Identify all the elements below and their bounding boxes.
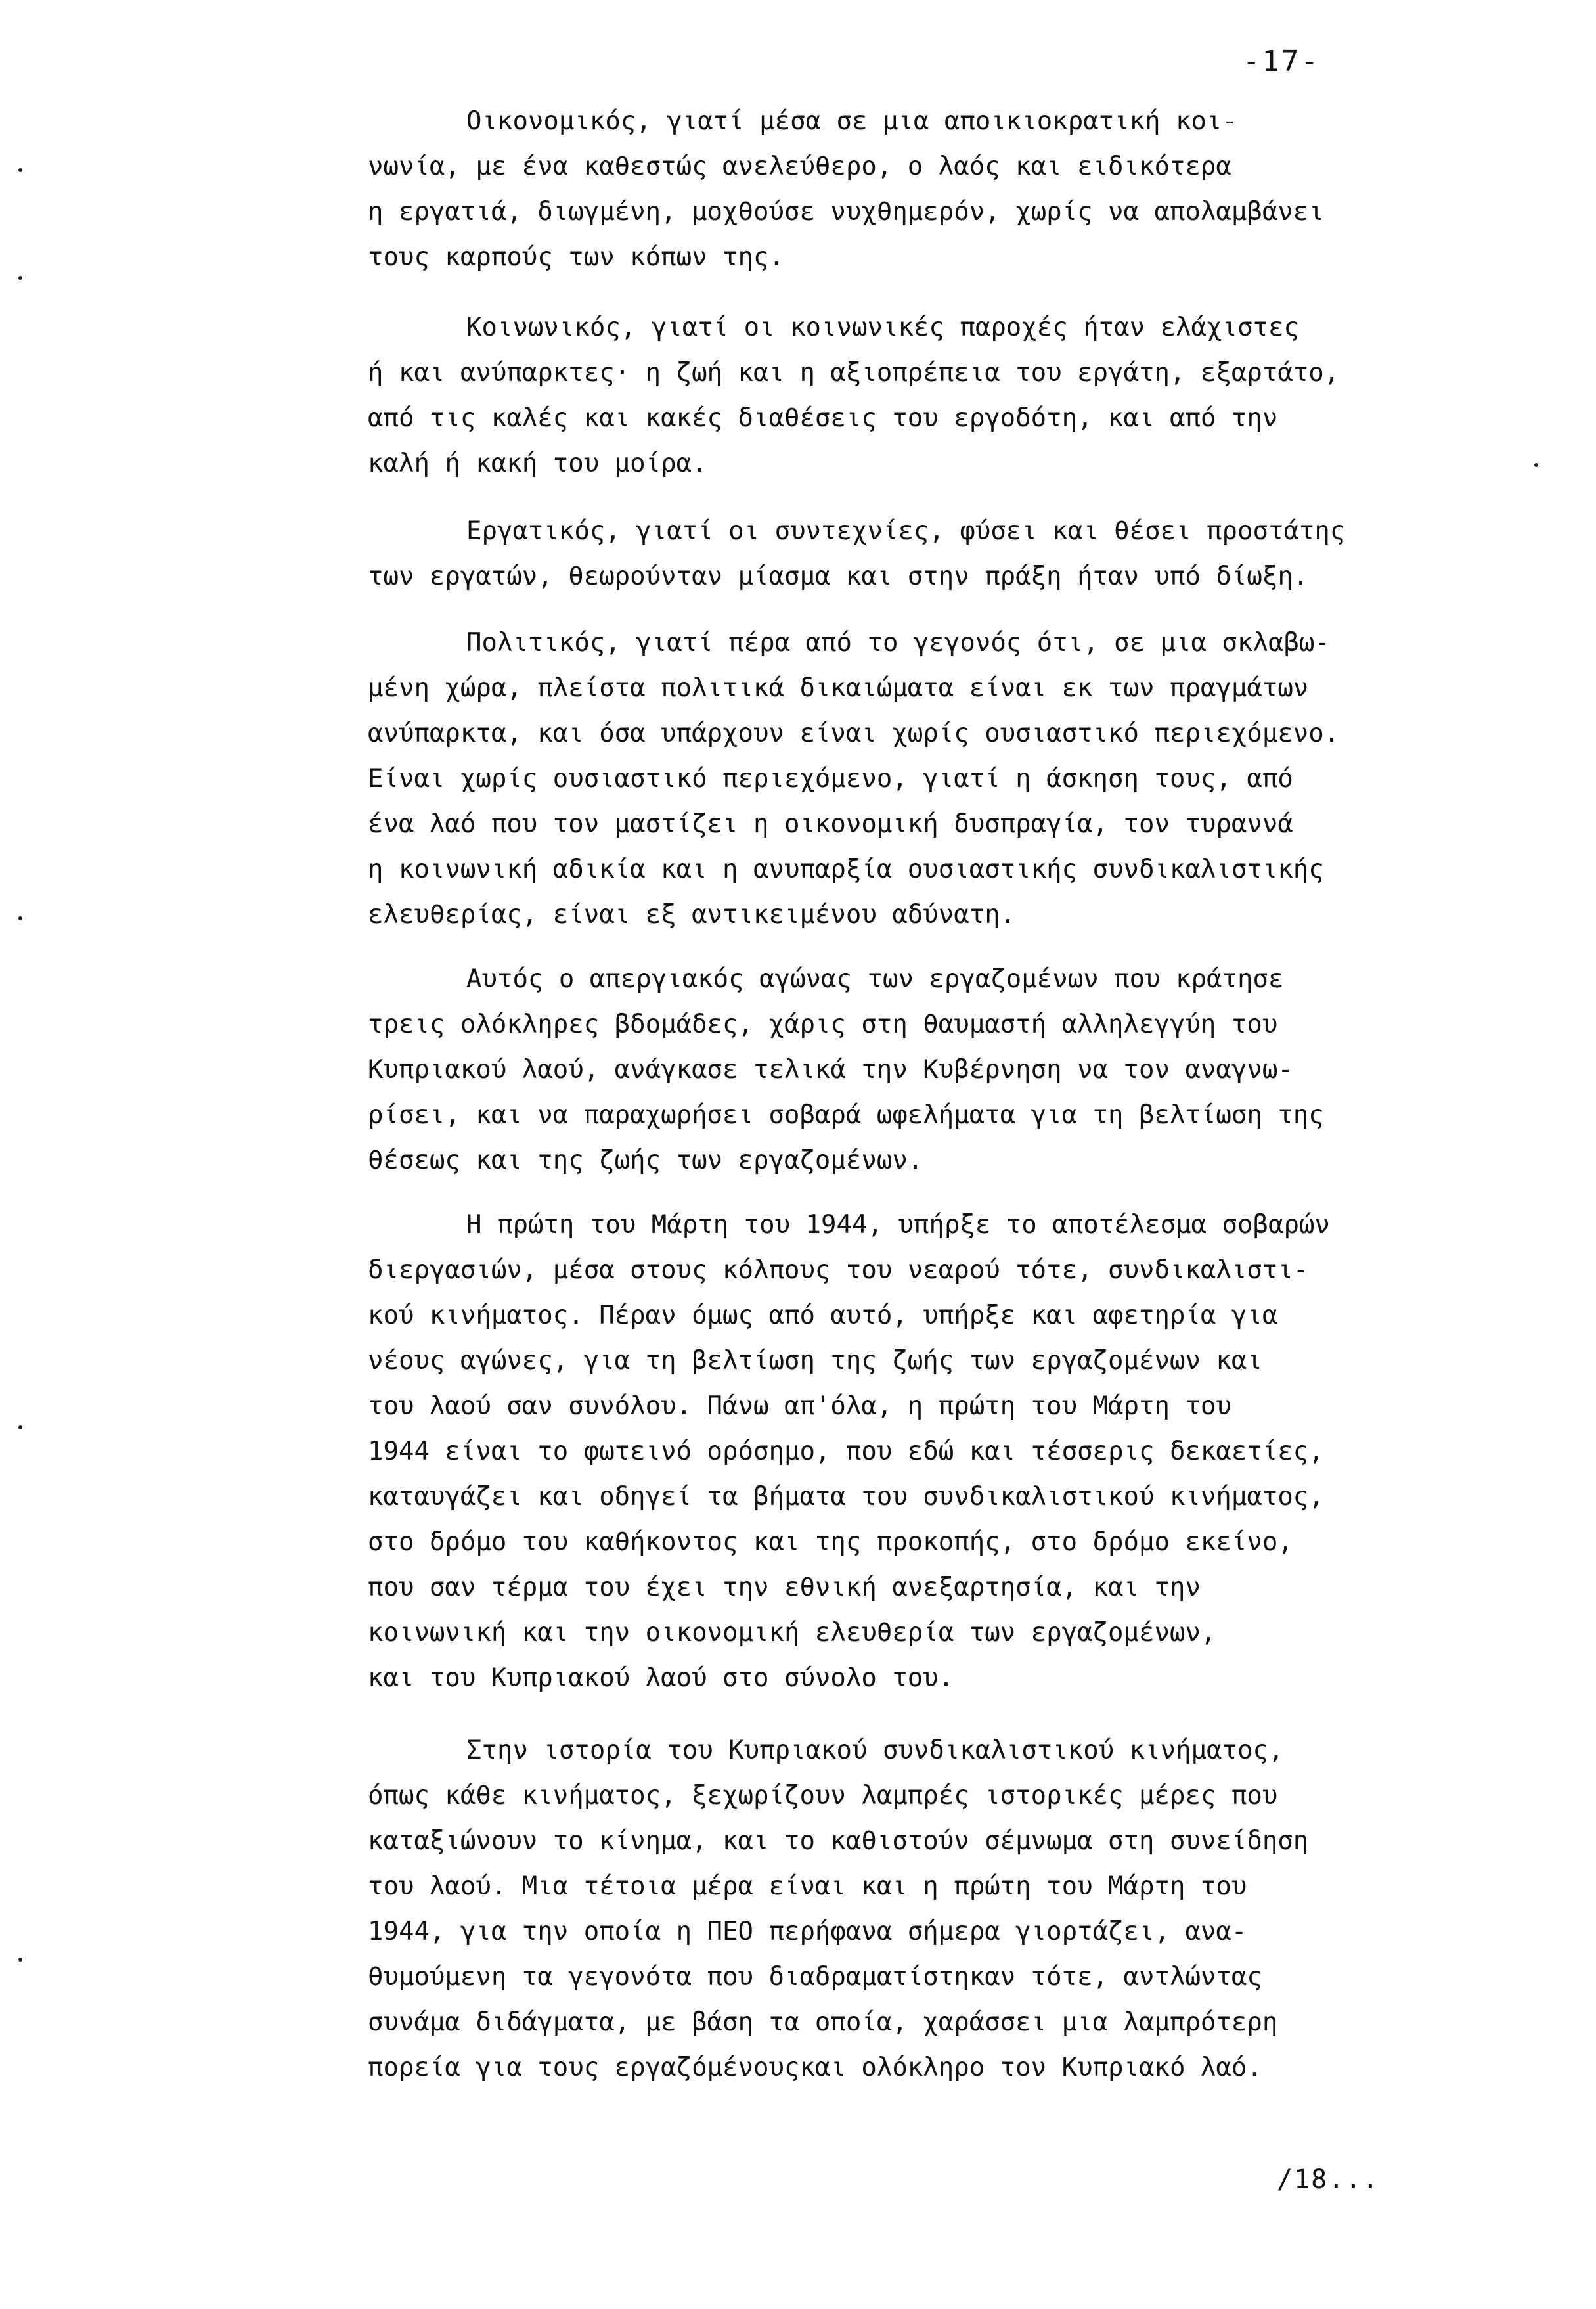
text-line: ελευθερίας, είναι εξ αντικειμένου αδύνατη. bbox=[368, 900, 1016, 930]
text-line: από τις καλές και κακές διαθέσεις του εργοδότη, και από την bbox=[368, 403, 1278, 433]
text-line: κού κινήματος. Πέραν όμως από αυτό, υπήρξε και αφετηρία για bbox=[368, 1301, 1278, 1330]
text-line: 1944 είναι το φωτεινό ορόσημο, που εδώ και τέσσερις δεκαετίες, bbox=[368, 1437, 1324, 1466]
text-line: ρίσει, και να παραχωρήσει σοβαρά ωφελήματα για τη βελτίωση της bbox=[368, 1100, 1324, 1130]
text-line: στο δρόμο του καθήκοντος και της προκοπής, στο δρόμο εκείνο, bbox=[368, 1527, 1293, 1557]
text-line: Είναι χωρίς ουσιαστικό περιεχόμενο, γιατί η άσκηση τους, από bbox=[368, 764, 1293, 794]
text-line: του λαού σαν συνόλου. Πάνω απ'όλα, η πρώτη του Μάρτη του bbox=[368, 1391, 1231, 1421]
text-line: μένη χώρα, πλείστα πολιτικά δικαιώματα είναι εκ των πραγμάτων bbox=[368, 673, 1309, 703]
text-line: ένα λαό που τον μαστίζει η οικονομική δυσπραγία, τον τυραννά bbox=[368, 809, 1293, 839]
text-line: 1944, για την οποία η ΠΕΟ περήφανα σήμερα γιορτάζει, ανα- bbox=[368, 1917, 1247, 1946]
text-line: Οικονομικός, γιατί μέσα σε μια αποικιοκρατική κοι- bbox=[466, 106, 1237, 136]
text-line: η κοινωνική αδικία και η ανυπαρξία ουσιαστικής συνδικαλιστικής bbox=[368, 855, 1324, 884]
text-line: καταυγάζει και οδηγεί τα βήματα του συνδικαλιστικού κινήματος, bbox=[368, 1482, 1324, 1512]
text-line: και του Κυπριακού λαού στο σύνολο του. bbox=[368, 1663, 954, 1693]
text-line: των εργατών, θεωρούνταν μίασμα και στην πράξη ήταν υπό δίωξη. bbox=[368, 562, 1309, 591]
text-line: Στην ιστορία του Κυπριακού συνδικαλιστικού κινήματος, bbox=[466, 1736, 1284, 1765]
text-line: Η πρώτη του Μάρτη του 1944, υπήρξε το αποτέλεσμα σοβαρών bbox=[466, 1210, 1330, 1240]
text-line: Κυπριακού λαού, ανάγκασε τελικά την Κυβέρνηση να τον αναγνω- bbox=[368, 1055, 1293, 1085]
paragraph-3 bbox=[368, 508, 1511, 599]
page-number: -17- bbox=[1243, 45, 1320, 78]
text-line: θυμούμενη τα γεγονότα που διαδραματίστηκαν τότε, αντλώντας bbox=[368, 1962, 1262, 1992]
text-line: τους καρπούς των κόπων της. bbox=[368, 242, 784, 272]
text-line: τρεις ολόκληρες βδομάδες, χάρις στη θαυμαστή αλληλεγγύη του bbox=[368, 1010, 1278, 1039]
text-line: καλή ή κακή του μοίρα. bbox=[368, 449, 707, 478]
text-line: διεργασιών, μέσα στους κόλπους του νεαρού τότε, συνδικαλιστι- bbox=[368, 1255, 1309, 1285]
text-line: ανύπαρκτα, και όσα υπάρχουν είναι χωρίς ουσιαστικό περιεχόμενο. bbox=[368, 719, 1340, 748]
paragraph-2 bbox=[368, 305, 1511, 486]
text-line: νωνία, με ένα καθεστώς ανελεύθερο, ο λαός και ειδικότερα bbox=[368, 152, 1231, 181]
text-line: ή και ανύπαρκτες· η ζωή και η αξιοπρέπεια του εργάτη, εξαρτάτο, bbox=[368, 358, 1340, 388]
paragraph-5 bbox=[368, 956, 1511, 1183]
margin-dot bbox=[18, 276, 22, 280]
text-line: όπως κάθε κινήματος, ξεχωρίζουν λαμπρές ιστορικές μέρες που bbox=[368, 1781, 1278, 1810]
text-line: Αυτός ο απεργιακός αγώνας των εργαζομένων που κράτησε bbox=[466, 964, 1284, 994]
paragraph-6 bbox=[368, 1202, 1511, 1701]
text-line: Εργατικός, γιατί οι συντεχνίες, φύσει και θέσει προστάτης bbox=[466, 516, 1346, 546]
text-line: καταξιώνουν το κίνημα, και το καθιστούν σέμνωμα στη συνείδηση bbox=[368, 1826, 1309, 1856]
text-line: θέσεως και της ζωής των εργαζομένων. bbox=[368, 1146, 923, 1175]
text-line: που σαν τέρμα του έχει την εθνική ανεξαρτησία, και την bbox=[368, 1573, 1201, 1602]
paragraph-7 bbox=[368, 1728, 1511, 2090]
text-line: συνάμα διδάγματα, με βάση τα οποία, χαράσσει μια λαμπρότερη bbox=[368, 2007, 1278, 2037]
margin-dot bbox=[1534, 463, 1538, 467]
margin-dot bbox=[18, 916, 22, 920]
margin-dot bbox=[18, 1425, 22, 1429]
text-line: νέους αγώνες, για τη βελτίωση της ζωής των εργαζομένων και bbox=[368, 1346, 1262, 1376]
text-line: πορεία για τους εργαζόμένουςκαι ολόκληρο τον Κυπριακό λαό. bbox=[368, 2053, 1262, 2082]
text-line: Κοινωνικός, γιατί οι κοινωνικές παροχές ήταν ελάχιστες bbox=[466, 313, 1299, 342]
paragraph-4 bbox=[368, 620, 1511, 937]
continuation-marker: /18... bbox=[1277, 2164, 1380, 2195]
text-line: κοινωνική και την οικονομική ελευθερία των εργαζομένων, bbox=[368, 1618, 1216, 1648]
text-line: Πολιτικός, γιατί πέρα από το γεγονός ότι, σε μια σκλαβω- bbox=[466, 628, 1330, 658]
text-line: η εργατιά, διωγμένη, μοχθούσε νυχθημερόν, χωρίς να απολαμβάνει bbox=[368, 197, 1324, 227]
text-line: του λαού. Μια τέτοια μέρα είναι και η πρώτη του Μάρτη του bbox=[368, 1872, 1247, 1901]
margin-dot bbox=[18, 168, 22, 172]
paragraph-1 bbox=[368, 99, 1511, 280]
margin-dot bbox=[18, 1958, 22, 1962]
